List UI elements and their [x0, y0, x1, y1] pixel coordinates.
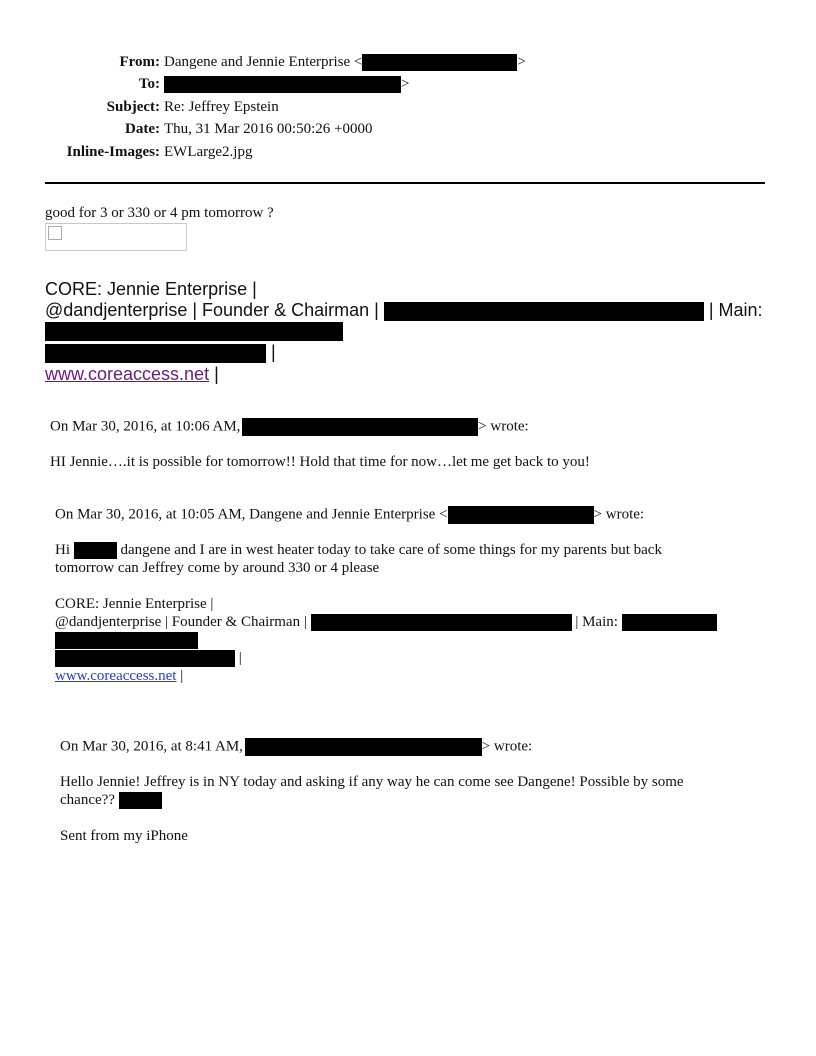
quote2-greeting: Hi: [55, 542, 70, 558]
redaction: [622, 614, 717, 631]
subject-label: Subject:: [106, 99, 160, 115]
signature-role: @dandjenterprise | Founder & Chairman |: [45, 300, 379, 320]
redaction: [45, 322, 343, 341]
quote2-signature-pipe: |: [238, 650, 242, 666]
inline-images-label: Inline-Images:: [66, 144, 160, 160]
signature-pipe: |: [271, 342, 276, 362]
header-images-row: [0, 142, 816, 162]
redaction: [448, 506, 594, 524]
signature-pipe: |: [214, 364, 219, 384]
redaction: [384, 302, 704, 321]
quote2-header: [55, 506, 644, 524]
broken-image-placeholder: [45, 223, 187, 251]
to-value: [164, 74, 409, 94]
redaction: [119, 792, 162, 809]
redaction: [45, 344, 266, 363]
signature-main-label: | Main:: [708, 300, 763, 320]
header-divider: [45, 182, 765, 184]
quote2-header-wrote: > wrote:: [593, 506, 645, 523]
redaction: [55, 632, 198, 649]
quote2-coreaccess-link[interactable]: www.coreaccess.net: [55, 668, 177, 684]
signature-line-5: [45, 364, 219, 385]
quote3-body-line-1: Hello Jennie! Jeffrey is in NY today and asking if any way he can come see Dangene! Possible by some: [60, 774, 684, 790]
to-label: To:: [138, 76, 160, 92]
date-value: Thu, 31 Mar 2016 00:50:26 +0000: [164, 121, 373, 137]
header-date-row: [0, 119, 816, 139]
quote3-header-date: On Mar 30, 2016, at 8:41 AM,: [60, 738, 243, 755]
quote2-body-text: dangene and I are in west heater today to take care of some things for my parents but back: [120, 542, 662, 558]
header-subject-row: [0, 97, 816, 117]
redaction: [311, 614, 572, 631]
quote2-signature-line-5: [55, 668, 183, 685]
to-close: >: [401, 76, 410, 92]
quote2-body-line-2: tomorrow can Jeffrey come by around 330 or 4 please: [55, 560, 380, 576]
redaction: [164, 76, 401, 93]
inline-images-value: EWLarge2.jpg: [164, 144, 253, 160]
quote1-header: [50, 418, 529, 436]
redaction: [245, 738, 482, 756]
quote3-header: [60, 738, 532, 756]
quote1-header-wrote: > wrote:: [478, 418, 529, 435]
quote3-footer: Sent from my iPhone: [60, 828, 188, 844]
quote1-header-date: On Mar 30, 2016, at 10:06 AM,: [50, 418, 241, 435]
quote2-header-date: On Mar 30, 2016, at 10:05 AM, Dangene and Jennie Enterprise <: [55, 506, 448, 523]
quote3-header-wrote: > wrote:: [481, 738, 533, 755]
signature-line-2: [45, 300, 763, 321]
reply-body: good for 3 or 330 or 4 pm tomorrow ?: [45, 205, 274, 221]
broken-image-icon: [48, 226, 62, 240]
header-from-row: [0, 52, 816, 72]
redaction: [242, 418, 478, 436]
from-name: Dangene and Jennie Enterprise <: [164, 54, 363, 70]
quote2-body-line-1: [55, 542, 662, 559]
redaction: [74, 542, 117, 559]
quote3-body-text: chance??: [60, 792, 115, 808]
subject-value: Re: Jeffrey Epstein: [164, 99, 279, 115]
header-to-row: [0, 74, 816, 94]
date-label: Date:: [125, 121, 160, 137]
from-label: From:: [119, 54, 160, 70]
quote2-signature-line-2: [55, 614, 717, 631]
coreaccess-link[interactable]: www.coreaccess.net: [45, 364, 210, 384]
quote2-signature-role: @dandjenterprise | Founder & Chairman |: [55, 614, 307, 630]
redaction: [55, 650, 235, 667]
quote2-signature-line-1: CORE: Jennie Enterprise |: [55, 596, 214, 612]
from-value: [164, 52, 526, 72]
quote2-signature-main-label: | Main:: [575, 614, 618, 630]
signature-line-1: CORE: Jennie Enterprise |: [45, 279, 257, 299]
signature-line-4: [45, 342, 276, 363]
quote2-signature-pipe: |: [180, 668, 184, 684]
quote3-body-line-2: [60, 792, 162, 809]
quote1-body: HI Jennie….it is possible for tomorrow!! Hold that time for now…let me get back to you!: [50, 454, 590, 470]
from-close: >: [517, 54, 526, 70]
redaction: [362, 54, 517, 71]
quote2-signature-line-4: [55, 650, 242, 667]
